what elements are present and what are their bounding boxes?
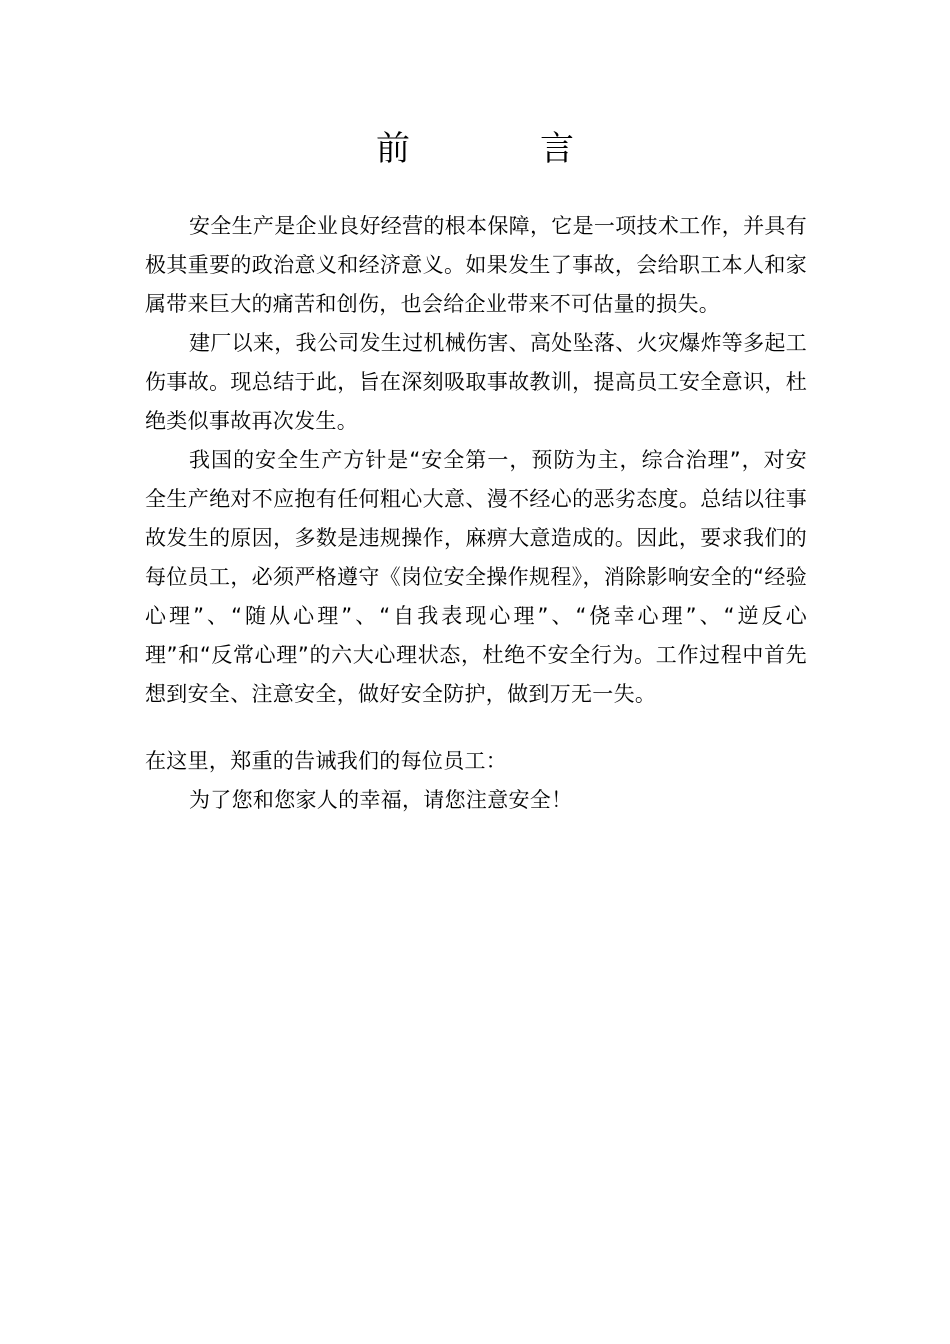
paragraph: 建厂以来，我公司发生过机械伤害、高处坠落、火灾爆炸等多起工伤事故。现总结于此，旨在深刻吸取事故教训，提高员工安全意识，杜绝类似事故再次发生。 bbox=[145, 331, 807, 433]
closing-admonition-message: 为了您和您家人的幸福，请您注意安全！ bbox=[189, 788, 573, 812]
page-title: 前 言 bbox=[376, 129, 622, 169]
paragraph: 我国的安全生产方针是“安全第一，预防为主，综合治理”，对安全生产绝对不应抱有任何粗心大意、漫不经心的恶劣态度。总结以往事故发生的原因，多数是违规操作，麻痹大意造成的。因此，要求我们的每位员工，必须严格遵守《岗位安全操作规程》，消除影响安全的“经验心理”、“随从心理”、“自我表现心理”、“侥幸心理”、“逆反心理”和“反常心理”的六大心理状态，杜绝不安全行为。工作过程中首先想到安全、注意安全，做好安全防护，做到万无一失。 bbox=[145, 448, 807, 706]
document-body bbox=[145, 207, 807, 820]
closing-admonition-intro: 在这里，郑重的告诫我们的每位员工： bbox=[145, 749, 508, 773]
paragraph: 安全生产是企业良好经营的根本保障，它是一项技术工作，并具有极其重要的政治意义和经济意义。如果发生了事故，会给职工本人和家属带来巨大的痛苦和创伤，也会给企业带来不可估量的损失。 bbox=[145, 214, 807, 316]
paragraph-spacer bbox=[145, 714, 807, 742]
